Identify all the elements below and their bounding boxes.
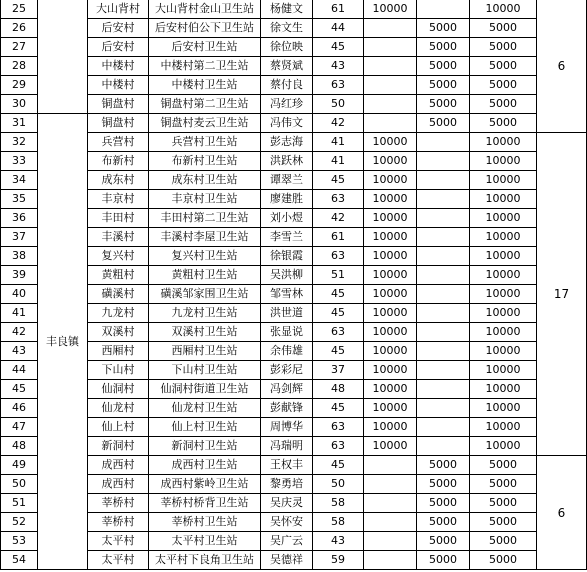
village-cell: 莘桥村 bbox=[88, 513, 149, 532]
total-cell: 10000 bbox=[470, 266, 537, 285]
subsidy-b-cell: 5000 bbox=[417, 513, 470, 532]
group-count-cell: 6 bbox=[537, 0, 587, 133]
table-row bbox=[1, 513, 587, 532]
age-cell: 45 bbox=[313, 171, 364, 190]
subsidy-a-cell bbox=[364, 475, 417, 494]
row-number-cell: 33 bbox=[1, 152, 38, 171]
row-number-cell: 48 bbox=[1, 437, 38, 456]
subsidy-a-cell: 10000 bbox=[364, 399, 417, 418]
age-cell: 63 bbox=[313, 190, 364, 209]
subsidy-a-cell: 10000 bbox=[364, 323, 417, 342]
village-cell: 双溪村 bbox=[88, 323, 149, 342]
total-cell: 10000 bbox=[470, 209, 537, 228]
age-cell: 63 bbox=[313, 323, 364, 342]
row-number-cell: 29 bbox=[1, 76, 38, 95]
total-cell: 5000 bbox=[470, 76, 537, 95]
village-cell: 下山村 bbox=[88, 361, 149, 380]
clinic-cell: 新洞村卫生站 bbox=[149, 437, 261, 456]
age-cell: 45 bbox=[313, 456, 364, 475]
age-cell: 45 bbox=[313, 38, 364, 57]
subsidy-a-cell bbox=[364, 456, 417, 475]
row-number-cell: 52 bbox=[1, 513, 38, 532]
row-number-cell: 35 bbox=[1, 190, 38, 209]
total-cell: 5000 bbox=[470, 475, 537, 494]
table-row bbox=[1, 38, 587, 57]
age-cell: 61 bbox=[313, 0, 364, 19]
total-cell: 10000 bbox=[470, 190, 537, 209]
doctor-cell: 周博华 bbox=[261, 418, 313, 437]
doctor-cell: 冯伟文 bbox=[261, 114, 313, 133]
town-cell: 丰良镇 bbox=[38, 114, 88, 570]
row-number-cell: 54 bbox=[1, 551, 38, 570]
doctor-cell: 吴广云 bbox=[261, 532, 313, 551]
clinic-cell: 磺溪邹家围卫生站 bbox=[149, 285, 261, 304]
subsidy-a-cell bbox=[364, 494, 417, 513]
village-cell: 莘桥村 bbox=[88, 494, 149, 513]
table-row bbox=[1, 437, 587, 456]
doctor-cell: 徐文生 bbox=[261, 19, 313, 38]
age-cell: 58 bbox=[313, 513, 364, 532]
village-cell: 仙洞村 bbox=[88, 380, 149, 399]
doctor-cell: 彭彩尼 bbox=[261, 361, 313, 380]
clinic-cell: 黄粗村卫生站 bbox=[149, 266, 261, 285]
table-row bbox=[1, 133, 587, 152]
table-row bbox=[1, 475, 587, 494]
subsidy-b-cell: 5000 bbox=[417, 95, 470, 114]
group-count-cell: 17 bbox=[537, 133, 587, 456]
total-cell: 10000 bbox=[470, 152, 537, 171]
subsidy-b-cell bbox=[417, 171, 470, 190]
total-cell: 5000 bbox=[470, 532, 537, 551]
subsidy-b-cell bbox=[417, 190, 470, 209]
table-row bbox=[1, 228, 587, 247]
subsidy-a-cell: 10000 bbox=[364, 418, 417, 437]
village-cell: 磺溪村 bbox=[88, 285, 149, 304]
table-row bbox=[1, 361, 587, 380]
total-cell: 10000 bbox=[470, 247, 537, 266]
subsidy-a-cell: 10000 bbox=[364, 228, 417, 247]
total-cell: 10000 bbox=[470, 380, 537, 399]
total-cell: 5000 bbox=[470, 114, 537, 133]
table-row bbox=[1, 0, 587, 19]
row-number-cell: 46 bbox=[1, 399, 38, 418]
row-number-cell: 31 bbox=[1, 114, 38, 133]
doctor-cell: 杨健文 bbox=[261, 0, 313, 19]
subsidy-b-cell bbox=[417, 361, 470, 380]
subsidy-b-cell bbox=[417, 266, 470, 285]
row-number-cell: 53 bbox=[1, 532, 38, 551]
total-cell: 10000 bbox=[470, 171, 537, 190]
row-number-cell: 28 bbox=[1, 57, 38, 76]
row-number-cell: 34 bbox=[1, 171, 38, 190]
clinic-cell: 复兴村卫生站 bbox=[149, 247, 261, 266]
total-cell: 5000 bbox=[470, 95, 537, 114]
age-cell: 63 bbox=[313, 76, 364, 95]
row-number-cell: 41 bbox=[1, 304, 38, 323]
age-cell: 63 bbox=[313, 247, 364, 266]
town-cell bbox=[38, 0, 88, 114]
age-cell: 41 bbox=[313, 152, 364, 171]
total-cell: 10000 bbox=[470, 323, 537, 342]
subsidy-a-cell bbox=[364, 532, 417, 551]
row-number-cell: 32 bbox=[1, 133, 38, 152]
total-cell: 10000 bbox=[470, 342, 537, 361]
doctor-cell: 吴洪柳 bbox=[261, 266, 313, 285]
subsidy-b-cell bbox=[417, 285, 470, 304]
table-row bbox=[1, 304, 587, 323]
total-cell: 10000 bbox=[470, 361, 537, 380]
subsidy-b-cell: 5000 bbox=[417, 38, 470, 57]
subsidy-b-cell bbox=[417, 133, 470, 152]
clinic-cell: 后安村伯公下卫生站 bbox=[149, 19, 261, 38]
subsidy-a-cell: 10000 bbox=[364, 361, 417, 380]
age-cell: 61 bbox=[313, 228, 364, 247]
village-cell: 中楼村 bbox=[88, 76, 149, 95]
clinic-cell: 成西村卫生站 bbox=[149, 456, 261, 475]
subsidy-b-cell bbox=[417, 228, 470, 247]
age-cell: 51 bbox=[313, 266, 364, 285]
clinic-cell: 仙上村卫生站 bbox=[149, 418, 261, 437]
age-cell: 45 bbox=[313, 304, 364, 323]
subsidy-b-cell bbox=[417, 418, 470, 437]
row-number-cell: 37 bbox=[1, 228, 38, 247]
doctor-cell: 冯红珍 bbox=[261, 95, 313, 114]
doctor-cell: 洪跃林 bbox=[261, 152, 313, 171]
village-cell: 大山背村 bbox=[88, 0, 149, 19]
village-cell: 后安村 bbox=[88, 38, 149, 57]
village-cell: 丰京村 bbox=[88, 190, 149, 209]
subsidy-b-cell bbox=[417, 152, 470, 171]
total-cell: 5000 bbox=[470, 19, 537, 38]
subsidy-a-cell bbox=[364, 114, 417, 133]
total-cell: 10000 bbox=[470, 437, 537, 456]
subsidy-b-cell: 5000 bbox=[417, 475, 470, 494]
row-number-cell: 27 bbox=[1, 38, 38, 57]
table-row bbox=[1, 494, 587, 513]
age-cell: 43 bbox=[313, 57, 364, 76]
row-number-cell: 45 bbox=[1, 380, 38, 399]
doctor-cell: 李雪兰 bbox=[261, 228, 313, 247]
subsidy-a-cell bbox=[364, 19, 417, 38]
age-cell: 50 bbox=[313, 95, 364, 114]
village-cell: 复兴村 bbox=[88, 247, 149, 266]
clinic-cell: 九龙村卫生站 bbox=[149, 304, 261, 323]
row-number-cell: 50 bbox=[1, 475, 38, 494]
subsidy-b-cell: 5000 bbox=[417, 532, 470, 551]
clinic-cell: 丰田村第二卫生站 bbox=[149, 209, 261, 228]
row-number-cell: 44 bbox=[1, 361, 38, 380]
row-number-cell: 47 bbox=[1, 418, 38, 437]
subsidy-a-cell: 10000 bbox=[364, 133, 417, 152]
subsidy-b-cell bbox=[417, 437, 470, 456]
clinic-cell: 大山背村金山卫生站 bbox=[149, 0, 261, 19]
village-cell: 布新村 bbox=[88, 152, 149, 171]
doctor-cell: 徐位映 bbox=[261, 38, 313, 57]
village-cell: 成东村 bbox=[88, 171, 149, 190]
table-row bbox=[1, 95, 587, 114]
age-cell: 41 bbox=[313, 133, 364, 152]
total-cell: 5000 bbox=[470, 57, 537, 76]
doctor-cell: 冯剑辉 bbox=[261, 380, 313, 399]
clinic-cell: 成西村紫岭卫生站 bbox=[149, 475, 261, 494]
table-body bbox=[1, 0, 587, 570]
subsidy-b-cell bbox=[417, 323, 470, 342]
doctor-cell: 吴德祥 bbox=[261, 551, 313, 570]
village-cell: 西厢村 bbox=[88, 342, 149, 361]
subsidy-b-cell bbox=[417, 380, 470, 399]
doctor-cell: 王权丰 bbox=[261, 456, 313, 475]
group-count-cell: 6 bbox=[537, 456, 587, 570]
subsidy-a-cell: 10000 bbox=[364, 0, 417, 19]
table-row bbox=[1, 342, 587, 361]
subsidy-b-cell: 5000 bbox=[417, 114, 470, 133]
age-cell: 42 bbox=[313, 209, 364, 228]
village-cell: 铜盘村 bbox=[88, 95, 149, 114]
village-cell: 铜盘村 bbox=[88, 114, 149, 133]
age-cell: 63 bbox=[313, 418, 364, 437]
clinic-cell: 莘桥村桥背卫生站 bbox=[149, 494, 261, 513]
doctor-cell: 余伟雄 bbox=[261, 342, 313, 361]
clinic-cell: 下山村卫生站 bbox=[149, 361, 261, 380]
subsidy-a-cell bbox=[364, 513, 417, 532]
clinic-cell: 莘桥村卫生站 bbox=[149, 513, 261, 532]
table-row bbox=[1, 209, 587, 228]
subsidy-b-cell: 5000 bbox=[417, 494, 470, 513]
row-number-cell: 51 bbox=[1, 494, 38, 513]
clinic-cell: 丰溪村李屋卫生站 bbox=[149, 228, 261, 247]
table-row bbox=[1, 323, 587, 342]
clinic-cell: 铜盘村麦云卫生站 bbox=[149, 114, 261, 133]
doctor-cell: 邹雪林 bbox=[261, 285, 313, 304]
total-cell: 5000 bbox=[470, 456, 537, 475]
table-row bbox=[1, 456, 587, 475]
doctor-cell: 黎勇培 bbox=[261, 475, 313, 494]
table-row bbox=[1, 76, 587, 95]
clinic-cell: 中楼村第二卫生站 bbox=[149, 57, 261, 76]
row-number-cell: 30 bbox=[1, 95, 38, 114]
doctor-cell: 张显说 bbox=[261, 323, 313, 342]
village-cell: 兵营村 bbox=[88, 133, 149, 152]
subsidy-a-cell bbox=[364, 551, 417, 570]
subsidy-b-cell bbox=[417, 209, 470, 228]
subsidy-b-cell bbox=[417, 342, 470, 361]
village-cell: 丰田村 bbox=[88, 209, 149, 228]
total-cell: 10000 bbox=[470, 399, 537, 418]
doctor-cell: 洪世道 bbox=[261, 304, 313, 323]
total-cell: 10000 bbox=[470, 304, 537, 323]
subsidy-b-cell bbox=[417, 247, 470, 266]
table-row bbox=[1, 266, 587, 285]
subsidy-a-cell: 10000 bbox=[364, 209, 417, 228]
clinic-cell: 双溪村卫生站 bbox=[149, 323, 261, 342]
subsidy-a-cell: 10000 bbox=[364, 247, 417, 266]
row-number-cell: 36 bbox=[1, 209, 38, 228]
table-row bbox=[1, 285, 587, 304]
village-cell: 黄粗村 bbox=[88, 266, 149, 285]
table-row bbox=[1, 380, 587, 399]
total-cell: 10000 bbox=[470, 0, 537, 19]
table-row bbox=[1, 247, 587, 266]
row-number-cell: 43 bbox=[1, 342, 38, 361]
row-number-cell: 38 bbox=[1, 247, 38, 266]
total-cell: 5000 bbox=[470, 551, 537, 570]
subsidy-b-cell: 5000 bbox=[417, 19, 470, 38]
village-cell: 仙上村 bbox=[88, 418, 149, 437]
doctor-cell: 蔡贤斌 bbox=[261, 57, 313, 76]
row-number-cell: 42 bbox=[1, 323, 38, 342]
table-row bbox=[1, 399, 587, 418]
subsidy-b-cell: 5000 bbox=[417, 551, 470, 570]
table-row bbox=[1, 190, 587, 209]
village-cell: 成西村 bbox=[88, 475, 149, 494]
doctor-cell: 刘小煜 bbox=[261, 209, 313, 228]
subsidy-a-cell: 10000 bbox=[364, 285, 417, 304]
age-cell: 45 bbox=[313, 399, 364, 418]
village-cell: 九龙村 bbox=[88, 304, 149, 323]
subsidy-a-cell: 10000 bbox=[364, 171, 417, 190]
doctor-cell: 谭翠兰 bbox=[261, 171, 313, 190]
doctor-cell: 蔡付良 bbox=[261, 76, 313, 95]
doctor-cell: 彭志海 bbox=[261, 133, 313, 152]
clinic-cell: 西厢村卫生站 bbox=[149, 342, 261, 361]
subsidy-a-cell: 10000 bbox=[364, 190, 417, 209]
village-cell: 后安村 bbox=[88, 19, 149, 38]
total-cell: 5000 bbox=[470, 513, 537, 532]
age-cell: 45 bbox=[313, 285, 364, 304]
subsidy-b-cell bbox=[417, 304, 470, 323]
clinic-cell: 后安村卫生站 bbox=[149, 38, 261, 57]
total-cell: 10000 bbox=[470, 418, 537, 437]
total-cell: 5000 bbox=[470, 38, 537, 57]
age-cell: 63 bbox=[313, 437, 364, 456]
age-cell: 44 bbox=[313, 19, 364, 38]
age-cell: 43 bbox=[313, 532, 364, 551]
clinic-cell: 布新村卫生站 bbox=[149, 152, 261, 171]
village-cell: 仙龙村 bbox=[88, 399, 149, 418]
village-cell: 太平村 bbox=[88, 532, 149, 551]
subsidy-a-cell bbox=[364, 95, 417, 114]
subsidy-b-cell: 5000 bbox=[417, 76, 470, 95]
row-number-cell: 25 bbox=[1, 0, 38, 19]
age-cell: 45 bbox=[313, 342, 364, 361]
total-cell: 10000 bbox=[470, 133, 537, 152]
subsidy-a-cell bbox=[364, 38, 417, 57]
table-row bbox=[1, 19, 587, 38]
age-cell: 59 bbox=[313, 551, 364, 570]
table-row bbox=[1, 532, 587, 551]
age-cell: 42 bbox=[313, 114, 364, 133]
subsidy-a-cell: 10000 bbox=[364, 380, 417, 399]
row-number-cell: 26 bbox=[1, 19, 38, 38]
subsidy-b-cell: 5000 bbox=[417, 57, 470, 76]
table-row bbox=[1, 57, 587, 76]
subsidy-a-cell: 10000 bbox=[364, 152, 417, 171]
table-row bbox=[1, 114, 587, 133]
clinic-cell: 兵营村卫生站 bbox=[149, 133, 261, 152]
total-cell: 10000 bbox=[470, 228, 537, 247]
subsidy-a-cell: 10000 bbox=[364, 304, 417, 323]
clinic-cell: 铜盘村第二卫生站 bbox=[149, 95, 261, 114]
row-number-cell: 49 bbox=[1, 456, 38, 475]
village-cell: 丰溪村 bbox=[88, 228, 149, 247]
doctor-cell: 徐银霞 bbox=[261, 247, 313, 266]
age-cell: 50 bbox=[313, 475, 364, 494]
doctor-cell: 廖建胜 bbox=[261, 190, 313, 209]
age-cell: 48 bbox=[313, 380, 364, 399]
doctor-cell: 冯瑞明 bbox=[261, 437, 313, 456]
subsidy-a-cell bbox=[364, 76, 417, 95]
clinic-cell: 仙洞村街道卫生站 bbox=[149, 380, 261, 399]
doctor-cell: 吴庆灵 bbox=[261, 494, 313, 513]
table-row bbox=[1, 551, 587, 570]
doctor-cell: 彭献锋 bbox=[261, 399, 313, 418]
clinic-cell: 成东村卫生站 bbox=[149, 171, 261, 190]
row-number-cell: 40 bbox=[1, 285, 38, 304]
clinic-cell: 太平村下良角卫生站 bbox=[149, 551, 261, 570]
table-row bbox=[1, 171, 587, 190]
subsidy-b-cell bbox=[417, 399, 470, 418]
village-cell: 新洞村 bbox=[88, 437, 149, 456]
clinic-cell: 中楼村卫生站 bbox=[149, 76, 261, 95]
age-cell: 58 bbox=[313, 494, 364, 513]
subsidy-a-cell: 10000 bbox=[364, 266, 417, 285]
table-row bbox=[1, 152, 587, 171]
subsidy-b-cell bbox=[417, 0, 470, 19]
clinic-cell: 丰京村卫生站 bbox=[149, 190, 261, 209]
total-cell: 5000 bbox=[470, 494, 537, 513]
total-cell: 10000 bbox=[470, 285, 537, 304]
doctor-cell: 吴怀安 bbox=[261, 513, 313, 532]
row-number-cell: 39 bbox=[1, 266, 38, 285]
subsidy-b-cell: 5000 bbox=[417, 456, 470, 475]
subsidy-a-cell: 10000 bbox=[364, 437, 417, 456]
clinic-cell: 仙龙村卫生站 bbox=[149, 399, 261, 418]
village-cell: 成西村 bbox=[88, 456, 149, 475]
table-row bbox=[1, 418, 587, 437]
village-cell: 太平村 bbox=[88, 551, 149, 570]
subsidy-a-cell bbox=[364, 57, 417, 76]
subsidy-a-cell: 10000 bbox=[364, 342, 417, 361]
village-cell: 中楼村 bbox=[88, 57, 149, 76]
age-cell: 37 bbox=[313, 361, 364, 380]
clinic-cell: 太平村卫生站 bbox=[149, 532, 261, 551]
